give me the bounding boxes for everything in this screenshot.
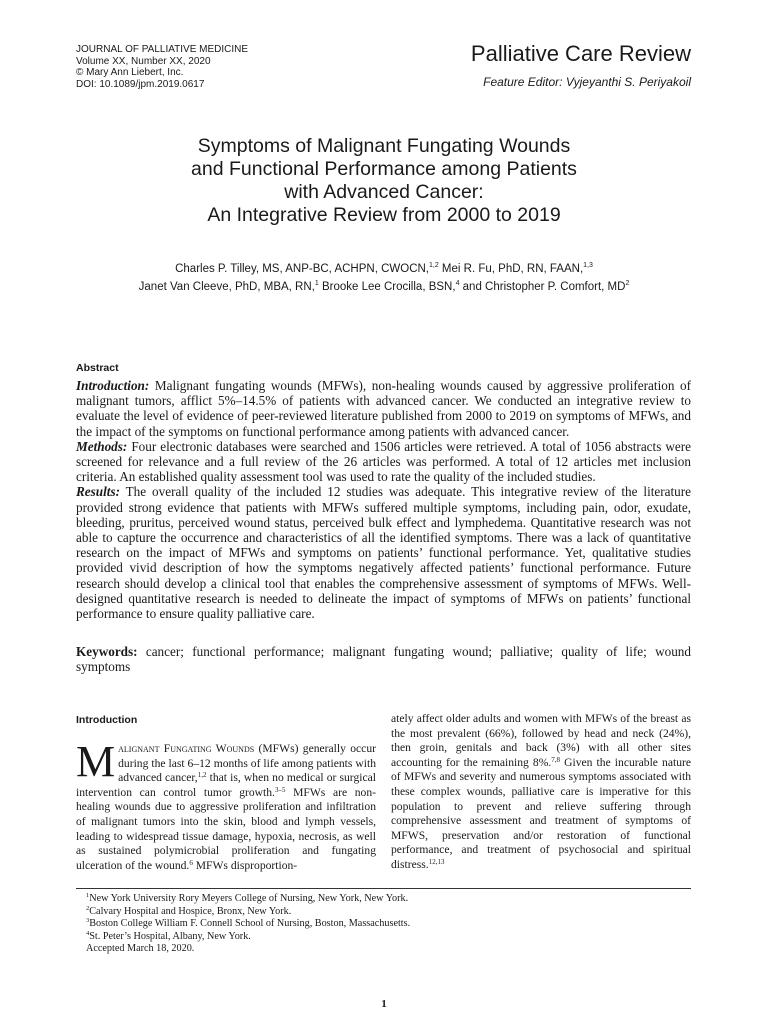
abstract-text: The overall quality of the included 12 studies was adequate. This integrative review of the literature provided strong evidence that patients with MFWs suffered multiple symptoms, including pain, odor, exudate, bleeding, pruritus, perceived wound status, perceived bulk effect and lymphedema. Quantitative research was not able to capture the occurrence and characteristics of all the identified symptoms. There was a lack of quantitative research on the impact of MFWs and symptoms on patients’ functional performance. Yet, qualitative studies provided vivid description of how the symptoms negatively affected patients’ functional performance. Future research should develop a clinical tool that enables the comprehensive assessment of symptoms of MFWs. Well-designed quantitative research is needed to delineate the impact of symptoms of MFWs on patients’ functional performance to ensure quality palliative care. (76, 484, 691, 622)
keywords-label: Keywords: (76, 644, 138, 659)
citation-ref[interactable]: 6 (189, 858, 193, 867)
citation-ref[interactable]: 1,2 (197, 771, 207, 780)
footnote-text: Boston College William F. Connell School of Nursing, Boston, Massachusetts. (89, 918, 411, 930)
keywords-text: cancer; functional performance; malignant fungating wound; palliative; quality of life; wound symptoms (76, 644, 691, 675)
title-line: Symptoms of Malignant Fungating Wounds (197, 135, 571, 157)
footnote-text: St. Peter’s Hospital, Albany, New York. (89, 930, 251, 942)
title-line: and Functional Performance among Patients (191, 158, 577, 180)
intro-text: Given the incurable nature of MFWs and severity and numerous symptoms associated with these complex wounds, palliative care is imperative for this population to prevent and relieve suffering through comprehensive assessment and treatment of symptoms of MFWS, preservation and/or restoration of functional performance, and treatment of psychosocial and spiritual distress. (391, 755, 691, 871)
footnote-mark: 3 (86, 917, 90, 925)
author-affiliation: 1,3 (583, 262, 593, 269)
citation-ref[interactable]: 12,13 (428, 857, 445, 866)
journal-name: JOURNAL OF PALLIATIVE MEDICINE (76, 44, 249, 55)
footnote (86, 893, 410, 906)
footnote (86, 906, 410, 919)
footnote (86, 918, 410, 931)
author-name: and Christopher P. Comfort, MD (459, 281, 626, 293)
author-name: Mei R. Fu, PhD, RN, FAAN, (438, 263, 584, 275)
intro-smallcaps: alignant Fungating Wounds (118, 742, 255, 755)
footnote-text: New York University Rory Meyers College of Nursing, New York, New York. (89, 893, 409, 904)
footnote-text: Calvary Hospital and Hospice, Bronx, New York. (89, 905, 292, 917)
footnote-divider (76, 888, 691, 889)
abstract-heading: Abstract (76, 362, 119, 374)
author-list (0, 260, 768, 296)
intro-text: (MFWs) generally occur during the last 6–12 months of life among patients with advanced cancer, (118, 742, 376, 785)
abstract-label: Introduction: (76, 378, 150, 393)
intro-text: MFWs disproportion- (192, 858, 298, 872)
keywords (76, 644, 691, 674)
feature-editor: Feature Editor: Vyjeyanthi S. Periyakoil (483, 75, 691, 89)
intro-column-right (391, 712, 691, 873)
abstract-text: Malignant fungating wounds (MFWs), non-healing wounds caused by aggressive proliferation of malignant tumors, afflict 5%–14.5% of patients with advanced cancer. We conducted an integrative review to evaluate the level of evidence of peer-reviewed literature published from 2000 to 2019 on symptoms of MFWs, and the impact of the symptoms on functional performance among patients with advanced cancer. (76, 378, 691, 439)
citation-ref[interactable]: 7,8 (551, 755, 561, 764)
page-number: 1 (381, 998, 387, 1010)
intro-column-left (76, 737, 377, 873)
abstract-label: Methods: (76, 438, 128, 454)
author-name: Brooke Lee Crocilla, BSN, (318, 281, 456, 293)
article-title (0, 135, 768, 227)
accepted-date (86, 943, 410, 956)
journal-info (76, 44, 248, 90)
abstract-body (76, 378, 691, 621)
author-line (0, 260, 768, 278)
title-line: An Integrative Review from 2000 to 2019 (207, 204, 561, 226)
footnotes (86, 893, 410, 956)
citation-ref[interactable]: 3–5 (274, 785, 286, 794)
drop-cap: M (76, 737, 116, 786)
footnote-text: Accepted March 18, 2020. (86, 943, 195, 955)
journal-volume: Volume XX, Number XX, 2020 (76, 55, 211, 67)
journal-doi[interactable]: DOI: 10.1089/jpm.2019.0617 (76, 78, 205, 90)
intro-text: MFWs are non-healing wounds due to aggressive proliferation and infiltration of malignant tumors into the skin, blood and lymph vessels, leading to widespread tissue damage, hypoxia, necrosis, as well as sustained polymicrobial proliferation and fungating ulceration of the wound. (76, 785, 377, 872)
abstract-text: Four electronic databases were searched and 1506 articles were retrieved. A total of 1056 abstracts were screened for relevance and a full review of the 26 articles was performed. A total of 12 articles met inclusion criteria. An established quality assessment tool was used to rate the quality of the included studies. (76, 438, 691, 485)
abstract-results (76, 484, 691, 621)
introduction-heading: Introduction (76, 714, 138, 726)
author-name: Janet Van Cleeve, PhD, MBA, RN, (138, 281, 315, 293)
author-affiliation: 4 (455, 280, 460, 287)
intro-text: ately affect older adults and women with MFWs of the breast as the most prevalent (66%), followed by head and neck (24%), then groin, genitals and back (3%) with all other sites accounting for the remaining 8%. (391, 712, 691, 769)
footnote-mark: 4 (86, 929, 90, 937)
footnote-mark: 1 (86, 892, 90, 899)
section-name: Palliative Care Review (470, 41, 691, 66)
author-affiliation: 1,2 (429, 262, 439, 269)
journal-copyright: © Mary Ann Liebert, Inc. (76, 67, 184, 78)
abstract-label: Results: (76, 484, 120, 500)
intro-text: that is, when no medical or surgical intervention can control tumor growth. (76, 771, 376, 799)
author-affiliation: 1 (314, 280, 319, 287)
title-line: with Advanced Cancer: (284, 181, 484, 203)
footnote (86, 931, 410, 944)
footnote-mark: 2 (86, 904, 90, 912)
author-affiliation: 2 (625, 280, 630, 287)
author-line (0, 278, 768, 296)
abstract-introduction (76, 378, 691, 439)
abstract-methods (76, 439, 691, 485)
author-name: Charles P. Tilley, MS, ANP-BC, ACHPN, CWOCN, (175, 263, 429, 275)
